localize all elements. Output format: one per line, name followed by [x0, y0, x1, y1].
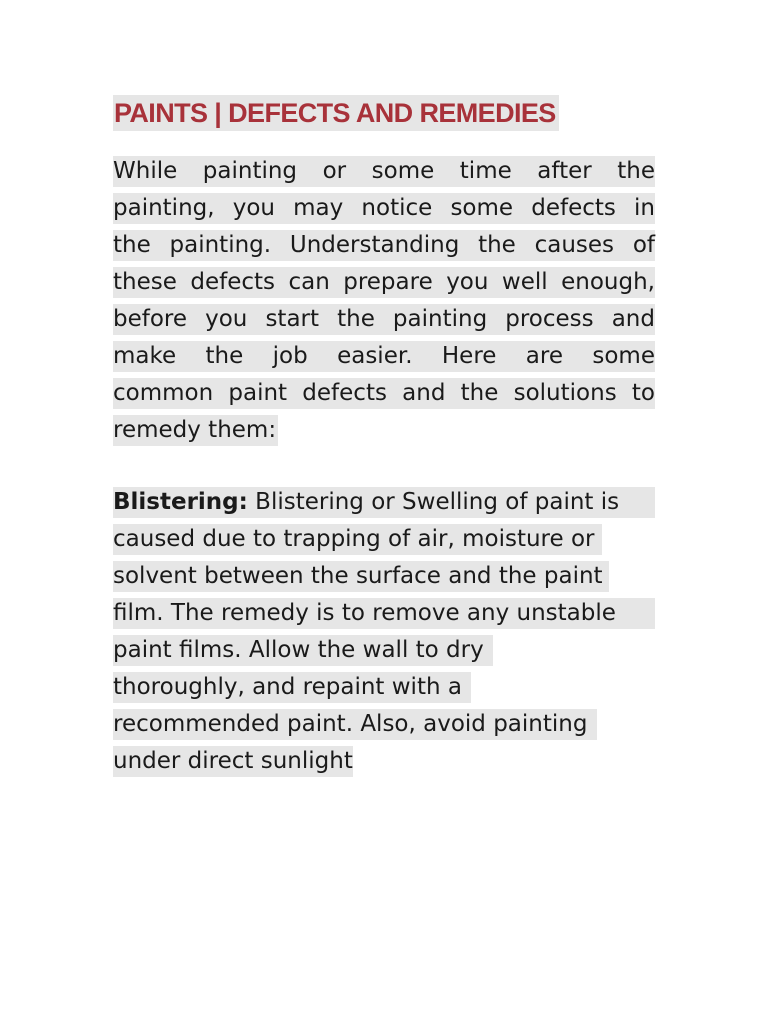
blistering-line: under direct sunlight [113, 745, 655, 782]
intro-line: painting, you may notice some defects in [113, 192, 655, 229]
intro-line: remedy them: [113, 414, 655, 451]
intro-line: these defects can prepare you well enough, [113, 266, 655, 303]
blistering-first-line: Blistering: Blistering or Swelling of paint is [113, 487, 655, 518]
intro-paragraph [113, 155, 655, 451]
blistering-line: caused due to trapping of air, moisture or [113, 523, 655, 560]
intro-line: While painting or some time after the [113, 155, 655, 192]
blistering-paragraph [113, 486, 655, 782]
intro-line: the painting. Understanding the causes of [113, 229, 655, 266]
intro-line: before you start the painting process and [113, 303, 655, 340]
blistering-line [113, 486, 655, 523]
page-title: PAINTS | DEFECTS AND REMEDIES [113, 95, 559, 131]
blistering-line: film. The remedy is to remove any unstable [113, 597, 655, 634]
blistering-line: paint films. Allow the wall to dry [113, 634, 655, 671]
blistering-line: solvent between the surface and the paint [113, 560, 655, 597]
blistering-line: recommended paint. Also, avoid painting [113, 708, 655, 745]
intro-line: make the job easier. Here are some [113, 340, 655, 377]
intro-line: common paint defects and the solutions to [113, 377, 655, 414]
blistering-line: thoroughly, and repaint with a [113, 671, 655, 708]
blistering-term: Blistering: [113, 489, 248, 515]
